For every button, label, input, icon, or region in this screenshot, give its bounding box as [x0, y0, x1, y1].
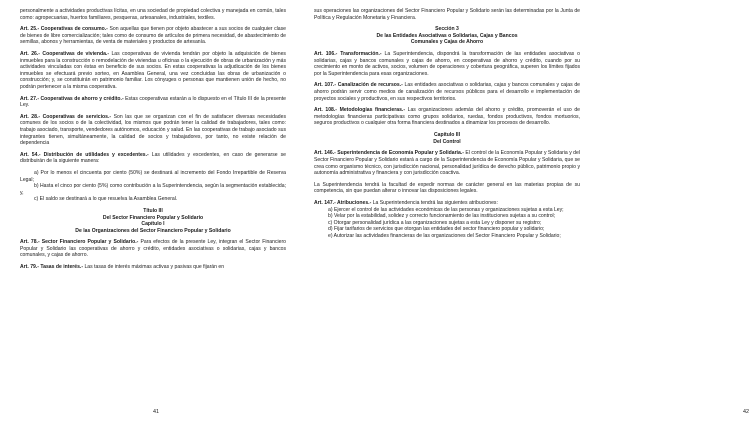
article-146-body: El control de la Economía Popular y Solidaria y del Sector Financiero Popular y Solidario estará a cargo de la Superintendencia de Economía Popular y Solidaria, que se crea como organismo técnico, con jurisdicción nacional, personalidad jurídica de derecho público, patrimonio propio y autonomía administrativa y financiera y con jurisdicción coactiva.	[314, 150, 580, 177]
section-3-name-line2: Comunales y Cajas de Ahorro	[410, 39, 484, 46]
article-79-body: Las tasas de interés máximas activas y pasivas que fijarán en	[83, 264, 225, 271]
article-54-body: Las utilidades y excedentes, en caso de generarse se distribuirán de la siguiente manera:	[20, 151, 286, 165]
chapter-iii-label: Capítulo III	[433, 132, 461, 139]
article-147-item-e: e) Autorizar las actividades financieras de las organizaciones del Sector Financiero Popular y Solidario;	[328, 232, 561, 239]
article-28	[20, 114, 286, 147]
article-146	[314, 150, 580, 176]
article-26-body: Las cooperativas de vivienda tendrán por objeto la adquisición de bienes inmuebles para la construcción o remodelación de viviendas u oficinas o la ejecución de obras de urbanización y más actividades vinculadas con éstas en beneficio de sus socios. En estas cooperativas la adjudicación de los bienes inmuebles se efectuará previo sorteo, en Asamblea General, una vez concluidas las obras de urbanización o construcción; y, se constituirán en patrimonio familiar. Los cónyuges o personas que mantienen unión de hecho, no podrán pertenecer a la misma cooperativa.	[20, 51, 286, 90]
article-107	[314, 82, 580, 102]
right-page	[300, 0, 749, 424]
article-106	[314, 51, 580, 77]
section-3-label: Sección 3	[435, 26, 459, 33]
paragraph-continuation: personalmente a actividades productivas lícitas, en una sociedad de propiedad colectiva y manejada en común, tales como: agropecuarias, huertos familiares, pesqueras, artesanales, industriales, textiles.	[20, 8, 286, 21]
chapter-i-label: Capítulo I	[141, 221, 165, 228]
article-54	[20, 152, 286, 165]
article-25	[20, 26, 286, 46]
article-28-heading: Art. 28.- Cooperativas de servicios.-	[20, 113, 112, 120]
article-54-heading: Art. 54.- Distribución de utilidades y excedentes.-	[20, 151, 149, 158]
article-79	[20, 264, 286, 271]
article-54-item-a: a) Por lo menos el cincuenta por ciento (50%) se destinará al incremento del Fondo Irrepartible de Reserva Legal;	[20, 170, 286, 183]
article-28-body: Son las que se organizan con el fin de satisfacer diversas necesidades comunes de los socios o de la colectividad, los mismos que podrán tener la calidad de trabajadores, tales como: trabajo asociado, transporte, vendedores autónomos, educación y salud. En las cooperativas de trabajo asociado sus integrantes tienen, simultáneamente, la calidad de socios y trabajadores, por tanto, no existe relación de dependencia	[20, 113, 286, 147]
article-25-body: Son aquellas que tienen por objeto abastecer a sus socios de cualquier clase de bienes de libre comercialización; tales como de consumo de artículos de primera necesidad, de abastecimiento de semillas, abonos y herramientas, de venta de materiales y productos de artesanía.	[20, 26, 286, 46]
article-146-heading: Art. 146.- Superintendencia de Economía Popular y Solidaria.-	[314, 150, 464, 157]
article-107-heading: Art. 107.- Canalización de recursos.-	[314, 82, 403, 89]
title-iii-label: Título III	[143, 207, 163, 214]
article-108-heading: Art. 108.- Metodologías financieras.-	[314, 107, 406, 114]
article-147-item-b: b) Velar por la estabilidad, solidez y correcto funcionamiento de las instituciones sujetas a su control;	[328, 213, 556, 220]
article-27	[20, 96, 286, 109]
article-25-heading: Art. 25.- Cooperativas de consumo.-	[20, 26, 108, 33]
norms-paragraph: La Superintendencia tendrá la facultad de expedir normas de carácter general en las materias propias de su competencia, sin que puedan alterar o innovar las disposiciones legales.	[314, 181, 580, 195]
section-3-heading	[314, 26, 580, 46]
article-147-heading: Art. 147.- Atribuciones.-	[314, 200, 372, 207]
article-147-item-d: d) Fijar tarifarios de servicios que otorgan las entidades del sector financiero popular y solidario;	[328, 226, 545, 233]
article-107-body: Las entidades asociativas o solidarias, cajas y bancos comunales y cajas de ahorro podrán servir como medios de canalización de recursos públicos para el desarrollo e implementación de proyectos sociales y productivos, en sus respectivos territorios.	[314, 82, 580, 102]
title-iii-heading	[20, 208, 286, 234]
article-147-body: La Superintendencia tendrá las siguientes atribuciones:	[371, 200, 498, 207]
left-page	[0, 0, 300, 424]
article-26-heading: Art. 26.- Cooperativas de vivienda.-	[20, 51, 110, 58]
article-54-item-b: b) Hasta el cinco por ciento (5%) como contribución a la Superintendencia, según la segmentación establecida; y,	[20, 183, 286, 196]
article-147-item-c: c) Otorgar personalidad jurídica a las organizaciones sujetas a esta Ley y disponer su registro;	[328, 219, 542, 226]
page-number: 42	[743, 409, 749, 415]
article-27-body: Estas cooperativas estarán a lo dispuesto en el Título III de la presente Ley.	[20, 95, 286, 109]
article-79-heading: Art. 79.- Tasas de interés.-	[20, 264, 84, 271]
section-3-name-line1: De las Entidades Asociativas o Solidarias, Cajas y Bancos	[376, 32, 518, 39]
article-106-body: La Superintendencia, dispondrá la transformación de las entidades asociativas o solidarias, cajas y bancos comunales y cajas de ahorro, en cooperativas de ahorro y crédito, cuando por su crecimiento en monto de activos, socios, volumen de operaciones y cobertura geográfica, superen los límites fijados por la Superintendencia para esas organizaciones.	[314, 51, 580, 77]
paragraph-continuation: sus operaciones las organizaciones del Sector Financiero Popular y Solidario serán las determinadas por la Junta de Política y Regulación Monetaria y Financiera.	[314, 8, 580, 21]
article-108-body: Las organizaciones además del ahorro y crédito, promoverán el uso de metodologías financieras participativas como grupos solidarios, ruedas, fondos productivos, fondos mortuorios, seguros productivos o cualquier otra forma financiera destinados a dinamizar los procesos de desarrollo.	[314, 107, 580, 127]
article-106-heading: Art. 106.- Transformación.-	[314, 51, 382, 58]
article-147-item-a: a) Ejercer el control de las actividades económicas de las personas y organizaciones sujetas a esta Ley;	[328, 206, 564, 213]
left-column-text	[20, 8, 286, 271]
chapter-iii-name: Del Control	[433, 138, 461, 145]
page-number: 41	[153, 409, 159, 415]
article-78-body: Para efectos de la presente Ley, integran el Sector Financiero Popular y Solidario las cooperativas de ahorro y crédito, entidades asociativas o solidarias, cajas y bancos comunales, y cajas de ahorro.	[20, 239, 286, 259]
chapter-iii-heading	[314, 132, 580, 145]
title-iii-name: Del Sector Financiero Popular y Solidario	[102, 214, 204, 221]
chapter-i-name: De las Organizaciones del Sector Financiero Popular y Solidario	[75, 227, 231, 234]
article-26	[20, 51, 286, 90]
article-54-item-c: c) El saldo se destinará a lo que resuelva la Asamblea General.	[34, 196, 178, 203]
article-78	[20, 239, 286, 259]
article-27-heading: Art. 27.- Cooperativas de ahorro y crédito.-	[20, 95, 124, 102]
right-column-text	[314, 8, 580, 239]
article-78-heading: Art. 78.- Sector Financiero Popular y Solidario.-	[20, 239, 139, 246]
article-108	[314, 107, 580, 127]
